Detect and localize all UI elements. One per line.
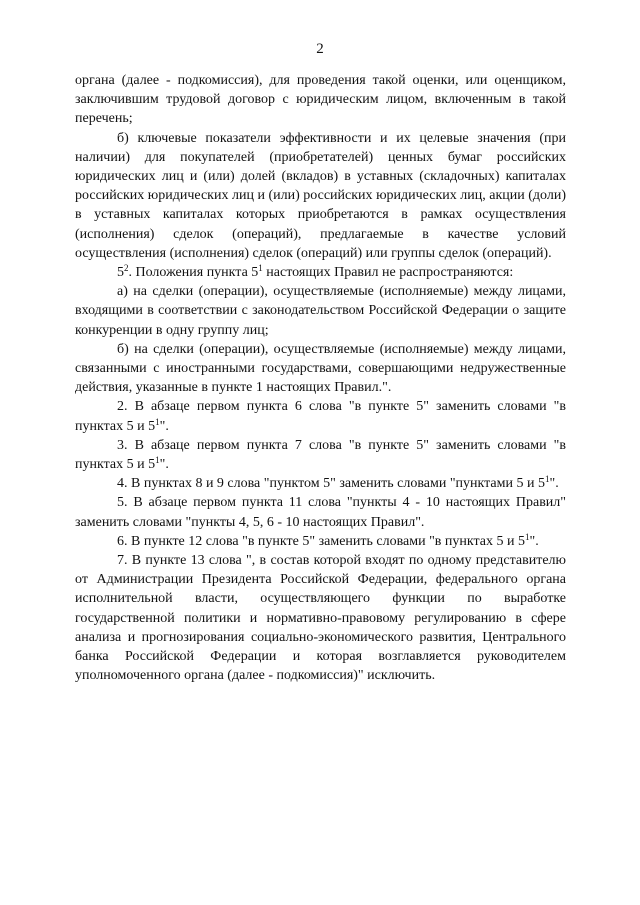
paragraph-p-b2	[75, 340, 566, 398]
text-run: ".	[549, 476, 559, 492]
paragraph-p-5	[75, 493, 566, 531]
page-number: 2	[316, 41, 324, 57]
superscript: 2	[124, 263, 129, 274]
text-run: 5	[117, 265, 124, 281]
paragraph-p-2	[75, 397, 566, 435]
superscript: 1	[545, 474, 550, 485]
superscript: 1	[155, 455, 160, 466]
text-run: 5. В абзаце первом пункта 11 слова "пункты 4 - 10 настоящих Правил" заменить словами "пункты 4, 5, 6 - 10 настоящих Правил".	[75, 495, 566, 530]
text-run: . Положения пункта 5	[128, 265, 259, 281]
document-body	[75, 71, 566, 686]
paragraph-p-6	[75, 532, 566, 551]
text-run: ".	[159, 418, 169, 434]
paragraph-p-a	[75, 282, 566, 340]
text-run: а) на сделки (операции), осуществляемые (исполняемые) между лицами, входящими в соответствии с законодательством Российской Федерации о защите конкуренции в одну группу лиц;	[75, 284, 566, 338]
paragraph-p-3	[75, 436, 566, 474]
text-run: б) ключевые показатели эффективности и их целевые значения (при наличии) для покупателей (приобретателей) ценных бумаг российских юридических лиц и (или) долей (вкладов) в уставных (складочных) капиталах российских юридических лиц и (или) российских юридических лиц, акции (доли) в уставных капиталах которых приобретаются в рамках осуществления (исполнения) сделок (операций), предлагаемые в качестве условий осуществления (исполнения) сделок (операций) или группы сделок (операций).	[75, 130, 566, 261]
text-run: 2. В абзаце первом пункта 6 слова "в пункте 5" заменить словами "в пунктах 5 и 5	[75, 399, 566, 434]
text-run: 4. В пунктах 8 и 9 слова "пунктом 5" заменить словами "пунктами 5 и 5	[117, 476, 545, 492]
paragraph-p-4	[75, 474, 566, 493]
paragraph-p-7	[75, 551, 566, 685]
text-run: органа (далее - подкомиссия), для проведения такой оценки, или оценщиком, заключившим трудовой договор с юридическим лицом, включенным в такой перечень;	[75, 73, 566, 127]
superscript: 1	[258, 263, 263, 274]
text-run: ".	[159, 457, 169, 473]
text-run: б) на сделки (операции), осуществляемые (исполняемые) между лицами, связанными с иностранными государствами, совершающими недружественные действия, указанные в пункте 1 настоящих Правил.".	[75, 341, 566, 396]
superscript: 1	[525, 531, 530, 542]
text-run: 6. В пункте 12 слова "в пункте 5" заменить словами "в пунктах 5 и 5	[117, 533, 526, 549]
paragraph-p-b	[75, 129, 566, 263]
text-run: настоящих Правил не распространяются:	[262, 265, 514, 281]
superscript: 1	[155, 416, 160, 427]
text-run: ".	[529, 533, 539, 549]
paragraph-p-cont	[75, 71, 566, 129]
text-run: 7. В пункте 13 слова ", в состав которой входят по одному представителю от Администрации Президента Российской Федерации, федерального органа исполнительной власти, осуществляющего функции по выработке государственной политики и нормативно-правовому регулированию в сфере анализа и прогнозирования социально-экономического развития, Центрального банка Российской Федерации и которая возглавляется руководителем уполномоченного органа (далее - подкомиссия)" исключить.	[75, 553, 566, 684]
paragraph-p-5-2	[75, 263, 566, 282]
text-run: 3. В абзаце первом пункта 7 слова "в пункте 5" заменить словами "в пунктах 5 и 5	[75, 437, 566, 473]
